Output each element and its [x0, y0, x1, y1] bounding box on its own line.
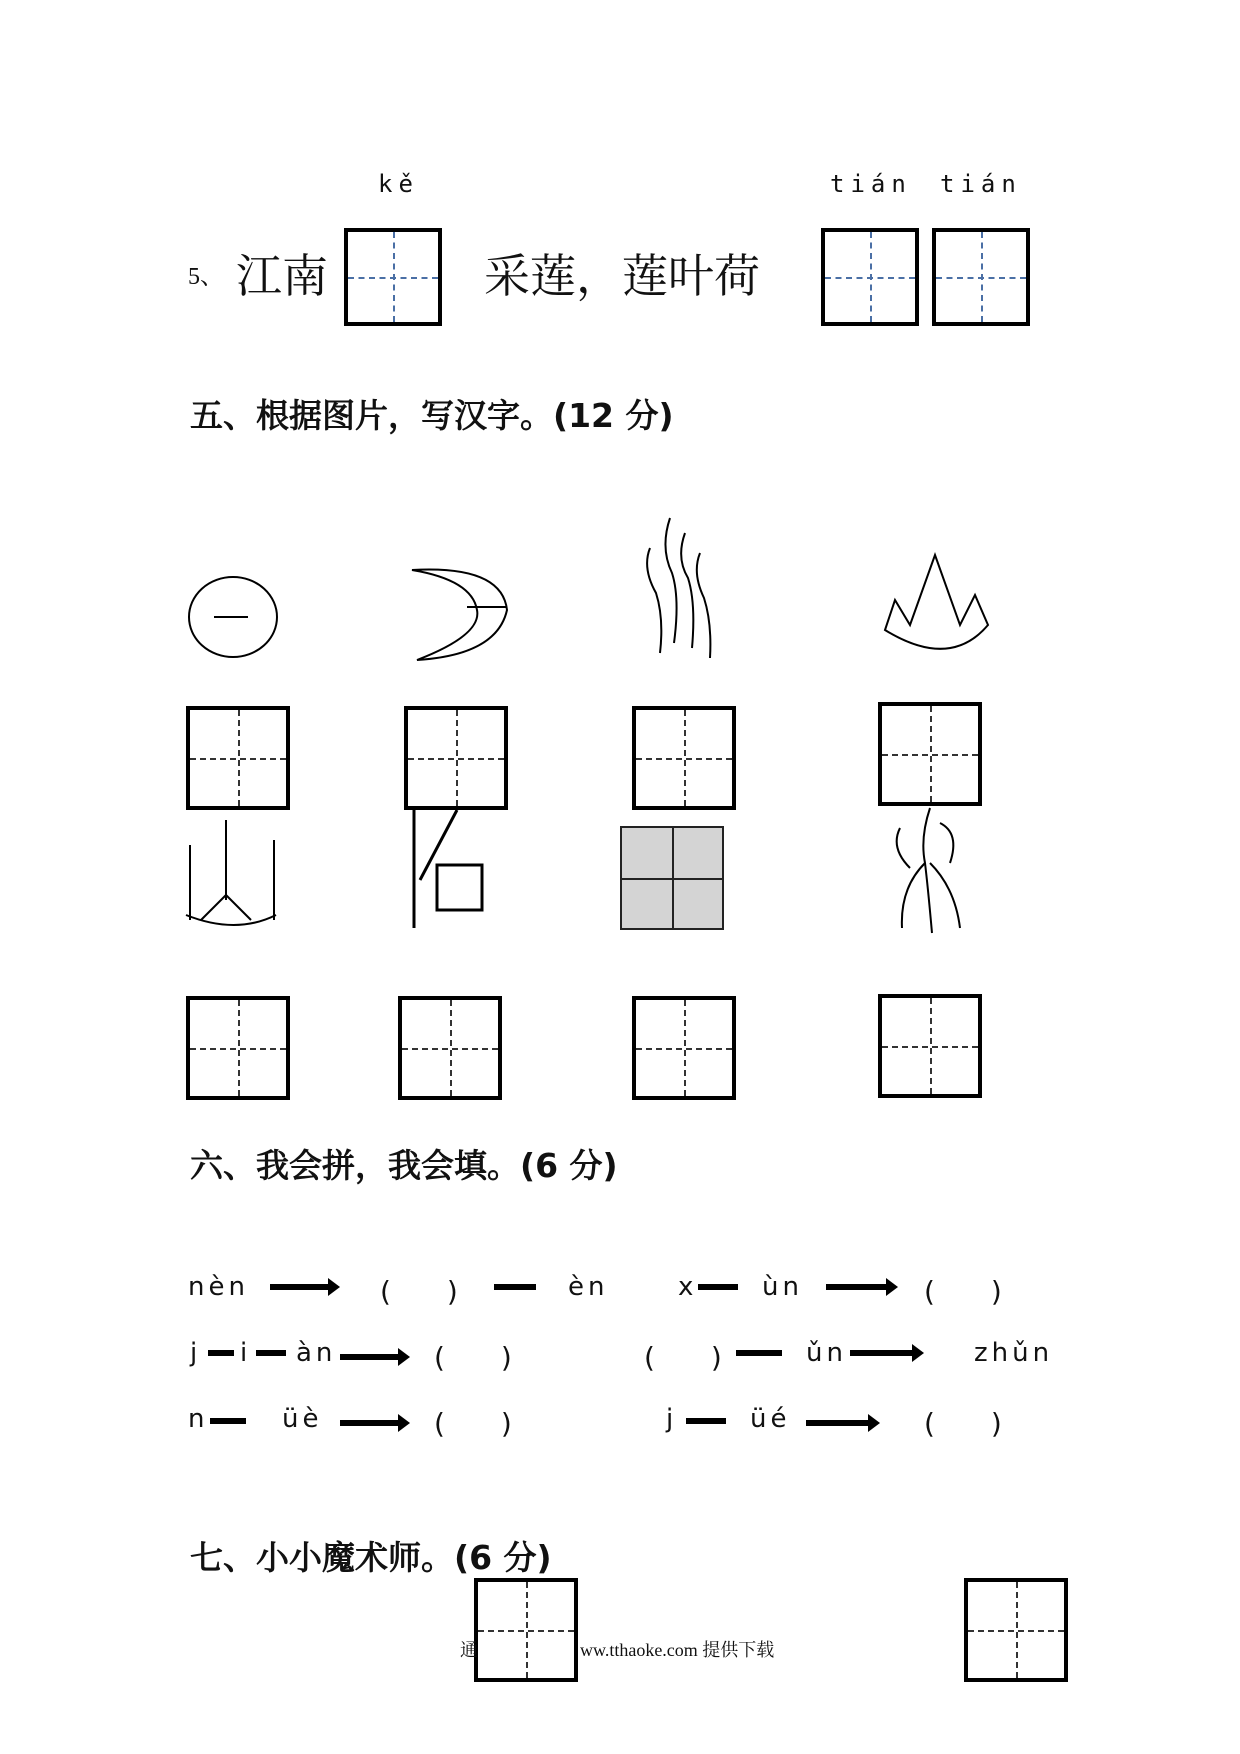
pinyin-row1-b2: ùn: [762, 1272, 803, 1302]
footer-left: 通: [460, 1640, 478, 1660]
sun-glyph-icon: [186, 570, 280, 664]
arrow-icon: [826, 1284, 888, 1290]
answer-paren-2b[interactable]: ( ): [644, 1341, 722, 1374]
answer-paren-1b[interactable]: ( ): [924, 1275, 1002, 1308]
pinyin-row1-a1: nèn: [188, 1272, 249, 1302]
pinyin-row2-a1: j: [190, 1338, 202, 1368]
pinyin-tian-1: tián: [830, 170, 912, 198]
arrow-icon: [806, 1420, 870, 1426]
arrow-icon: [270, 1284, 330, 1290]
dash-icon: [736, 1350, 782, 1356]
answer-box-ke[interactable]: [344, 228, 442, 326]
pinyin-row2-b1: ǔn: [806, 1338, 847, 1368]
pinyin-row1-b1: x: [678, 1272, 698, 1302]
water-glyph-icon: [640, 518, 720, 658]
arrow-icon: [850, 1350, 914, 1356]
mountain-glyph-icon: [186, 815, 286, 930]
dash-icon: [698, 1284, 738, 1290]
arrow-icon: [340, 1354, 400, 1360]
question-number: 5、: [188, 264, 224, 290]
stone-glyph-icon: [412, 810, 492, 930]
answer-paren-2a[interactable]: ( ): [434, 1341, 512, 1374]
dash-icon: [256, 1350, 286, 1356]
field-glyph-icon: [620, 826, 724, 930]
section-5-heading: 五、根据图片，写汉字。(12 分): [190, 396, 674, 435]
section-6-heading: 六、我会拼，我会填。(6 分): [190, 1146, 618, 1185]
dash-icon: [210, 1418, 246, 1424]
dash-icon: [208, 1350, 234, 1356]
section-7-heading: 七、小小魔术师。(6 分): [190, 1538, 552, 1577]
moon-glyph-icon: [412, 565, 512, 665]
fire-glyph-icon: [880, 550, 990, 660]
pinyin-row2-a2: i: [240, 1338, 252, 1368]
picture-answer-box-1[interactable]: [186, 706, 290, 810]
answer-paren-3b[interactable]: ( ): [924, 1407, 1002, 1440]
footer-right: ww.tthaoke.com 提供下载: [580, 1640, 775, 1660]
magic-answer-box-1[interactable]: [474, 1578, 578, 1682]
wood-glyph-icon: [880, 808, 980, 933]
picture-answer-box-8[interactable]: [878, 994, 982, 1098]
picture-answer-box-4[interactable]: [878, 702, 982, 806]
picture-answer-box-2[interactable]: [404, 706, 508, 810]
magic-answer-box-2[interactable]: [964, 1578, 1068, 1682]
pinyin-row2-a3: àn: [296, 1338, 337, 1368]
sentence-part-2: 采莲，莲叶荷: [484, 249, 760, 303]
picture-answer-box-7[interactable]: [632, 996, 736, 1100]
answer-box-tian-1[interactable]: [821, 228, 919, 326]
pinyin-row3-a2: üè: [282, 1404, 323, 1434]
pinyin-row3-b1: j: [666, 1404, 678, 1434]
pinyin-row3-a1: n: [188, 1404, 209, 1434]
pinyin-tian-2: tián: [940, 170, 1022, 198]
answer-box-tian-2[interactable]: [932, 228, 1030, 326]
picture-answer-box-5[interactable]: [186, 996, 290, 1100]
answer-paren-1a[interactable]: ( ): [380, 1275, 458, 1308]
picture-answer-box-3[interactable]: [632, 706, 736, 810]
pinyin-ke: kě: [378, 170, 419, 198]
answer-paren-3a[interactable]: ( ): [434, 1407, 512, 1440]
dash-icon: [686, 1418, 726, 1424]
pinyin-row3-b2: üé: [750, 1404, 791, 1434]
sentence-part-1: 江南: [236, 249, 328, 303]
arrow-icon: [340, 1420, 400, 1426]
pinyin-row1-a2: èn: [568, 1272, 609, 1302]
pinyin-row2-b2: zhǔn: [974, 1338, 1054, 1368]
dash-icon: [494, 1284, 536, 1290]
picture-answer-box-6[interactable]: [398, 996, 502, 1100]
